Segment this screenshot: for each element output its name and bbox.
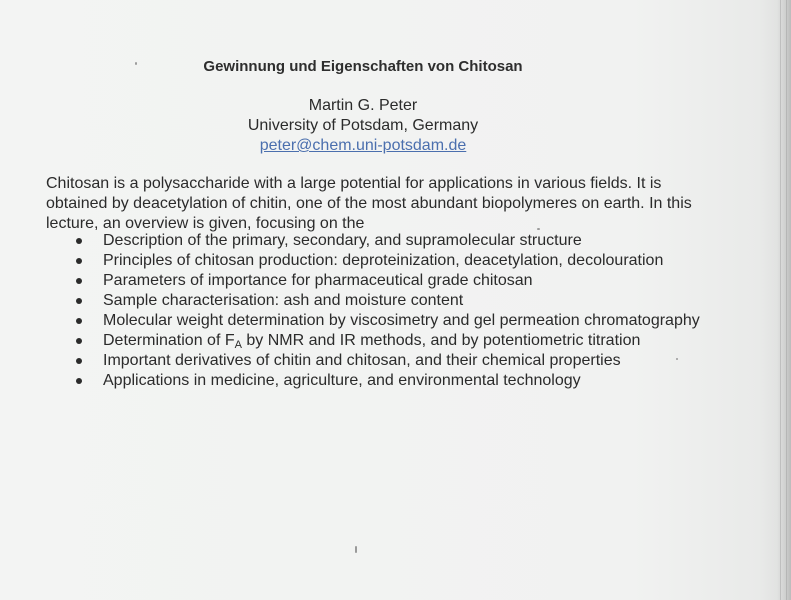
bullet-icon — [76, 318, 82, 324]
list-item — [73, 311, 713, 331]
list-item — [73, 351, 713, 371]
bullet-icon — [76, 358, 82, 364]
document-title: Gewinnung und Eigenschaften von Chitosan — [203, 58, 523, 75]
list-item-text: Parameters of importance for pharmaceutical grade chitosan — [103, 272, 533, 289]
list-item-subscript: A — [234, 339, 242, 351]
author-email-link[interactable]: peter@chem.uni-potsdam.de — [259, 137, 467, 154]
list-item-text-before: Determination of F — [103, 332, 235, 349]
list-item — [73, 371, 713, 391]
abstract-paragraph: Chitosan is a polysaccharide with a large potential for applications in various fields. It is obtained by deacetylation of chitin, one of the most abundant biopolymeres on earth. In this lecture, an overview is given, focusing on the — [46, 175, 692, 232]
topic-list — [73, 231, 713, 391]
list-item — [73, 291, 713, 311]
author-block — [0, 96, 726, 156]
list-item-text: Sample characterisation: ash and moisture content — [103, 292, 464, 309]
list-item-text: Molecular weight determination by viscosimetry and gel permeation chromatography — [103, 312, 700, 329]
list-item-text: Principles of chitosan production: deproteinization, deacetylation, decolouration — [103, 252, 664, 269]
list-item — [73, 271, 713, 291]
bullet-icon — [76, 338, 82, 344]
bullet-icon — [76, 278, 82, 284]
page-edge-line — [780, 0, 781, 600]
list-item-text: Important derivatives of chitin and chitosan, and their chemical properties — [103, 352, 621, 369]
author-name: Martin G. Peter — [308, 97, 418, 114]
page-edge-line — [786, 0, 787, 600]
list-item-text: Applications in medicine, agriculture, and environmental technology — [103, 372, 581, 389]
bullet-icon — [76, 298, 82, 304]
bullet-icon — [76, 378, 82, 384]
bullet-icon — [76, 238, 82, 244]
author-affiliation: University of Potsdam, Germany — [247, 117, 479, 134]
scan-speck — [355, 546, 357, 553]
list-item-text-after: by NMR and IR methods, and by potentiometric titration — [241, 332, 641, 349]
list-item — [73, 231, 713, 251]
list-item — [73, 251, 713, 271]
list-item — [73, 331, 713, 351]
list-item-text: Description of the primary, secondary, and supramolecular structure — [103, 232, 582, 249]
bullet-icon — [76, 258, 82, 264]
